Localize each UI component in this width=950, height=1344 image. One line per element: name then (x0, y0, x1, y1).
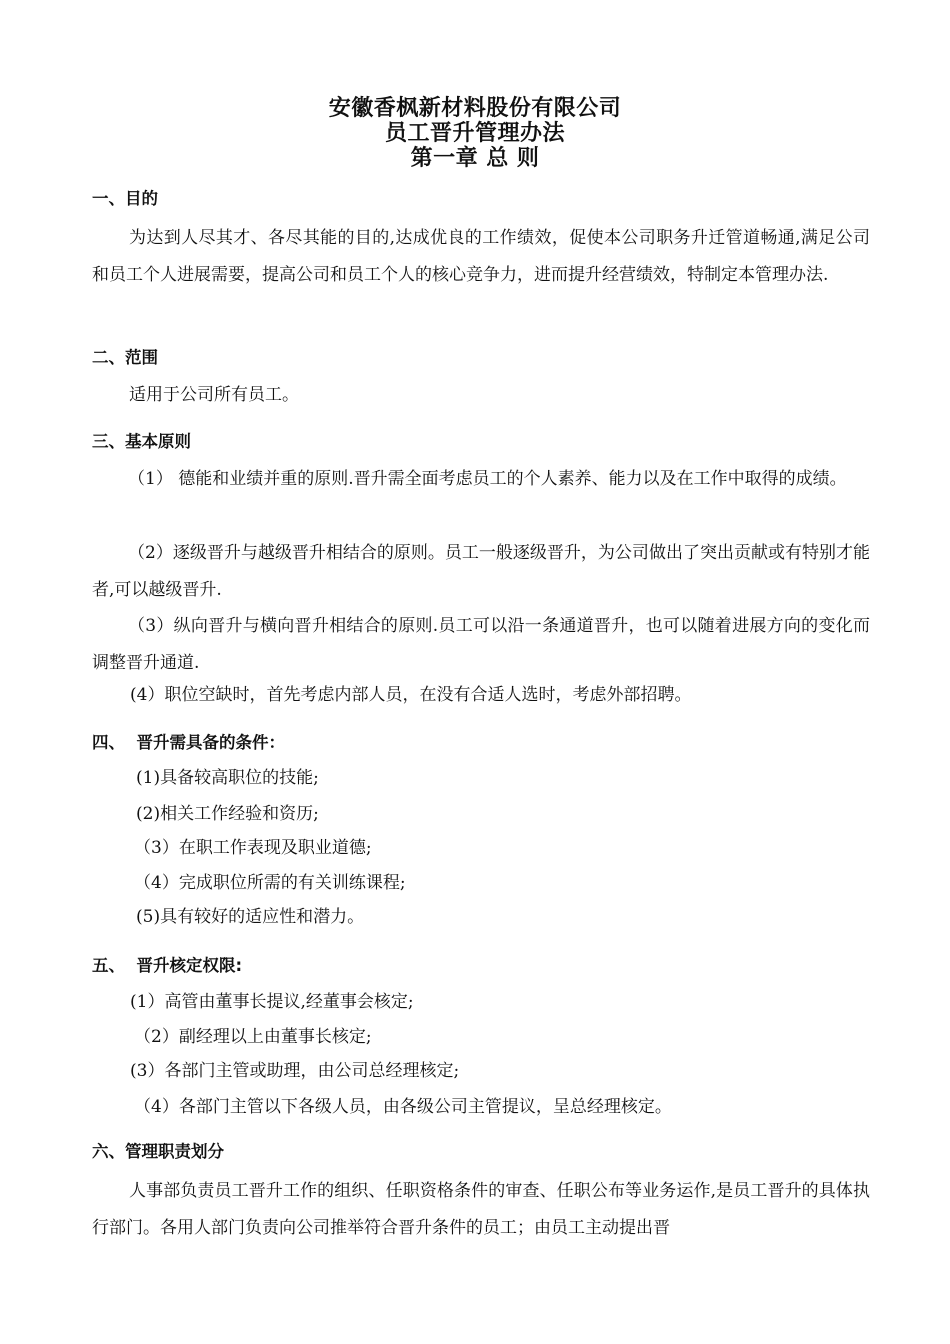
scope-paragraph: 适用于公司所有员工。 (129, 385, 299, 405)
principle-item: (4）职位空缺时，首先考虑内部人员，在没有合适人选时，考虑外部招聘。 (130, 685, 692, 705)
authority-item: (3）各部门主管或助理，由公司总经理核定; (130, 1061, 460, 1081)
requirement-item: （3）在职工作表现及职业道德; (134, 838, 372, 858)
authority-item: (1）高管由董事长提议,经董事会核定; (130, 992, 414, 1012)
requirement-item: (1)具备较高职位的技能; (136, 768, 319, 788)
chapter-title: 第一章 总 则 (410, 146, 540, 171)
section-heading-responsibilities: 六、管理职责划分 (92, 1142, 224, 1161)
document-title: 员工晋升管理办法 (384, 121, 565, 146)
title-block (0, 96, 950, 171)
principle-item: （1） 德能和业绩并重的原则.晋升需全面考虑员工的个人素养、能力以及在工作中取得的成绩。 (128, 469, 847, 489)
section-heading-requirements: 四、 晋升需具备的条件： (92, 733, 285, 752)
company-title: 安徽香枫新材料股份有限公司 (328, 96, 622, 121)
purpose-paragraph: 为达到人尽其才、各尽其能的目的,达成优良的工作绩效，促使本公司职务升迁管道畅通,满足公司和员工个人进展需要，提高公司和员工个人的核心竞争力，进而提升经营绩效，特制定本管理办法. (92, 228, 870, 285)
requirement-item: (2)相关工作经验和资历; (136, 804, 319, 824)
section-heading-principles: 三、基本原则 (92, 432, 191, 451)
responsibilities-paragraph: 人事部负责员工晋升工作的组织、任职资格条件的审查、任职公布等业务运作,是员工晋升的具体执行部门。各用人部门负责向公司推举符合晋升条件的员工；由员工主动提出晋 (92, 1181, 870, 1238)
section-heading-authority: 五、 晋升核定权限: (92, 956, 243, 975)
section-heading-scope: 二、范围 (92, 348, 158, 367)
section-heading-purpose: 一、目的 (92, 189, 158, 208)
principle-item: （3）纵向晋升与横向晋升相结合的原则.员工可以沿一条通道晋升，也可以随着进展方向的变化而调整晋升通道. (92, 616, 870, 673)
authority-item: （4）各部门主管以下各级人员，由各级公司主管提议，呈总经理核定。 (134, 1097, 672, 1117)
authority-item: （2）副经理以上由董事长核定; (134, 1027, 372, 1047)
principle-item: （2）逐级晋升与越级晋升相结合的原则。员工一般逐级晋升，为公司做出了突出贡献或有特别才能者,可以越级晋升. (92, 543, 870, 600)
requirement-item: （4）完成职位所需的有关训练课程; (134, 873, 406, 893)
requirement-item: (5)具有较好的适应性和潜力。 (136, 907, 365, 927)
